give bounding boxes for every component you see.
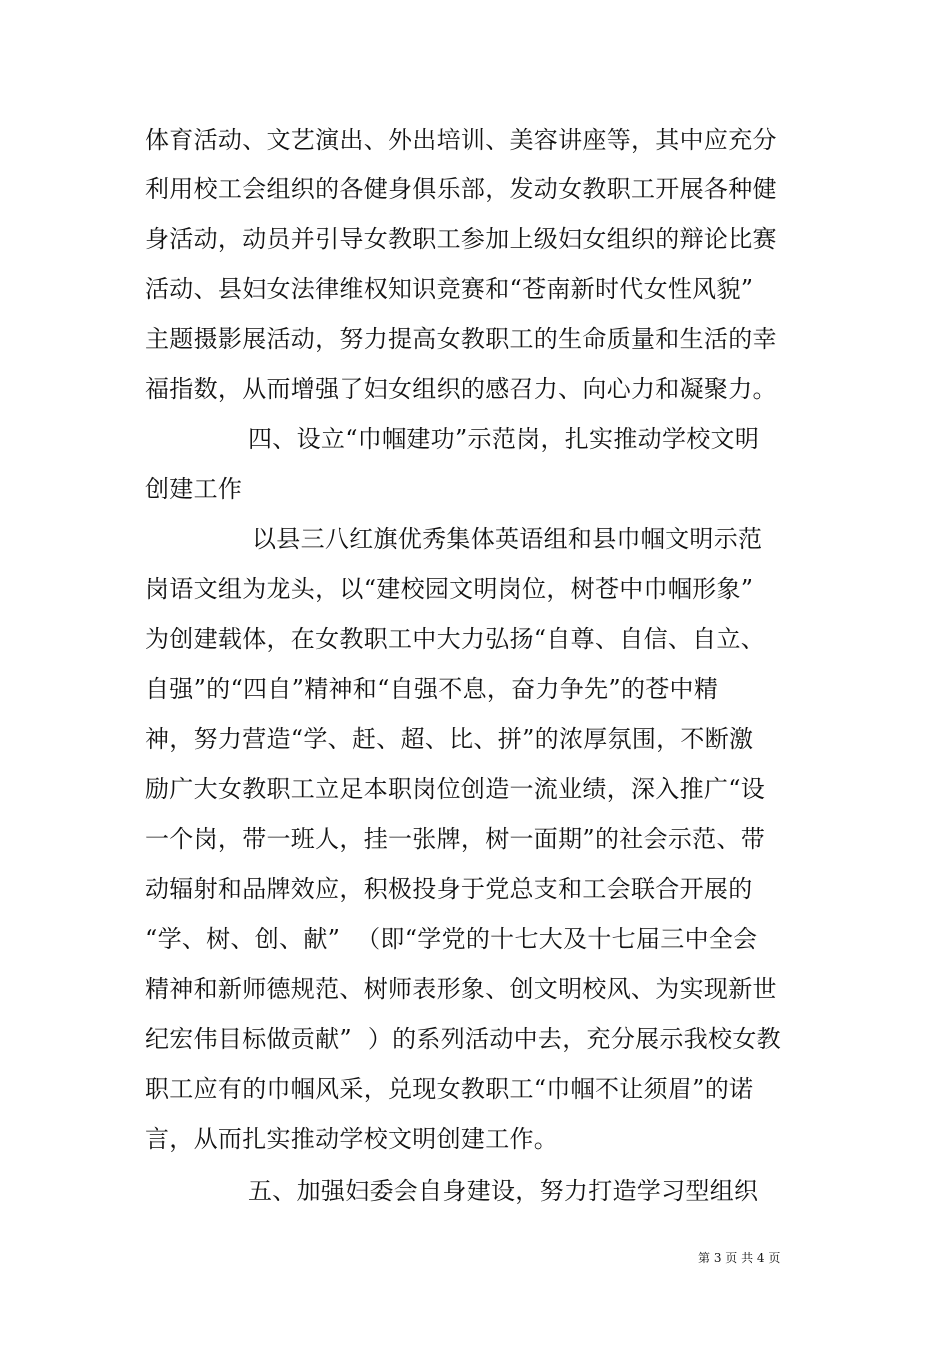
body-text-line: 岗语文组为龙头，以“建校园文明岗位，树苍中巾帼形象” xyxy=(145,575,754,603)
body-text-line: 以县三八红旗优秀集体英语组和县巾帼文明示范 xyxy=(252,525,763,553)
section-heading-4: 四、设立“巾帼建功”示范岗，扎实推动学校文明 xyxy=(248,425,760,453)
body-text-line: 利用校工会组织的各健身俱乐部，发动女教职工开展各种健 xyxy=(145,175,777,203)
body-text-line: 主题摄影展活动，努力提高女教职工的生命质量和生活的幸 xyxy=(145,325,777,353)
page-number-footer: 第 3 页 共 4 页 xyxy=(698,1251,781,1265)
body-text-line: 体育活动、文艺演出、外出培训、美容讲座等，其中应充分 xyxy=(145,126,777,154)
body-text-line: 职工应有的巾帼风采，兑现女教职工“巾帼不让须眉”的诺 xyxy=(145,1075,754,1103)
body-text-line: 为创建载体，在女教职工中大力弘扬“自尊、自信、自立、 xyxy=(145,625,766,653)
body-text-line: “学、树、创、献” （即“学党的十七大及十七届三中全会 xyxy=(145,925,758,953)
body-text-line: 身活动，动员并引导女教职工参加上级妇女组织的辩论比赛 xyxy=(145,225,777,253)
body-text-line: 励广大女教职工立足本职岗位创造一流业绩，深入推广“设 xyxy=(145,775,766,803)
section-heading-4-continued: 创建工作 xyxy=(145,475,243,503)
section-heading-5: 五、加强妇委会自身建设，努力打造学习型组织 xyxy=(248,1177,759,1205)
body-text-line: 福指数，从而增强了妇女组织的感召力、向心力和凝聚力。 xyxy=(145,375,777,403)
body-text-line: 言，从而扎实推动学校文明创建工作。 xyxy=(145,1125,559,1153)
body-text-line: 活动、县妇女法律维权知识竞赛和“苍南新时代女性风貌” xyxy=(145,275,754,303)
body-text-line: 自强”的“四自”精神和“自强不息，奋力争先”的苍中精 xyxy=(145,675,719,703)
body-text-line: 神，努力营造“学、赶、超、比、拼”的浓厚氛围，不断激 xyxy=(145,725,754,753)
body-text-line: 精神和新师德规范、树师表形象、创文明校风、为实现新世 xyxy=(145,975,777,1003)
body-text-line: 一个岗，带一班人，挂一张牌，树一面期”的社会示范、带 xyxy=(145,825,766,853)
body-text-line: 动辐射和品牌效应，积极投身于党总支和工会联合开展的 xyxy=(145,875,753,903)
body-text-line: 纪宏伟目标做贡献” ）的系列活动中去，充分展示我校女教 xyxy=(145,1025,781,1053)
